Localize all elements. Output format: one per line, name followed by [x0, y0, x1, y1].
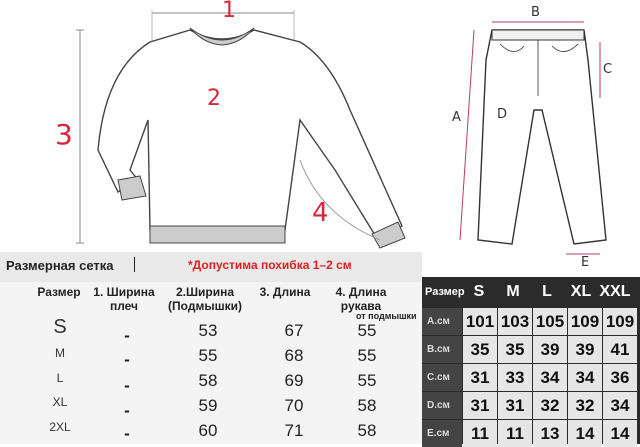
sleeve-note: от подмышки [356, 311, 417, 321]
pants-cell: 39 [533, 336, 567, 363]
pants-cell: 105 [533, 308, 567, 335]
pants-cell: 39 [568, 336, 602, 363]
cell-shoulders: - [124, 326, 130, 345]
cell-shoulders: - [124, 424, 130, 443]
row-size-label: L [56, 371, 64, 385]
pants-cell: 109 [568, 308, 602, 335]
row-size-label: S [53, 316, 67, 338]
pants-col-m: M [506, 283, 520, 300]
cell-chest: 59 [198, 396, 218, 415]
col-header-length: 3. Длина [259, 285, 311, 299]
pants-label-c: C [603, 62, 613, 77]
pants-row-label: D.см [422, 392, 462, 419]
measure-label-1: 1 [222, 0, 236, 23]
pants-label-b: B [531, 5, 540, 20]
col-header-chest: 2.Ширина (Подмышки) [168, 285, 242, 313]
cell-chest: 53 [198, 321, 218, 340]
pants-cell: 35 [463, 336, 497, 363]
row-size-label: XL [52, 395, 68, 409]
cell-chest: 55 [198, 346, 218, 365]
col-header-sleeve: 4. Длина рукава [335, 285, 387, 313]
pants-cell: 11 [498, 420, 532, 447]
tolerance-note: *Допустима похибка 1–2 см [188, 258, 352, 272]
pants-diagram [420, 0, 640, 272]
pants-row-label: C.см [422, 364, 462, 391]
pants-cell: 34 [533, 364, 567, 391]
pants-col-xxl: XXL [599, 283, 631, 300]
pants-cell: 14 [603, 420, 637, 447]
cell-sleeve: 55 [357, 321, 377, 340]
pants-cell: 36 [603, 364, 637, 391]
measure-label-3: 3 [55, 118, 73, 151]
pants-cell: 41 [603, 336, 637, 363]
pants-cell: 31 [463, 364, 497, 391]
pants-cell: 109 [603, 308, 637, 335]
cell-length: 70 [284, 396, 304, 415]
pants-row-label: A.см [422, 308, 462, 335]
cell-length: 67 [284, 321, 304, 340]
pants-row-label: E.см [422, 420, 462, 447]
size-grid-title: Размерная сетка [6, 258, 114, 273]
pants-cell: 103 [498, 308, 532, 335]
pants-label-a: A [452, 110, 461, 125]
pants-cell: 31 [498, 392, 532, 419]
measure-label-2: 2 [207, 86, 221, 111]
col-header-size: Размер [37, 285, 81, 299]
cell-shoulders: - [124, 376, 130, 395]
cell-chest: 60 [198, 421, 218, 440]
pants-col-s: S [473, 283, 485, 300]
cell-length: 69 [284, 371, 304, 390]
pants-label-d: D [497, 107, 508, 122]
pants-table-corner: Размер [425, 286, 465, 298]
pants-cell: 11 [463, 420, 497, 447]
col-header-shoulders: 1. Ширина плеч [93, 285, 155, 313]
pants-cell: 34 [603, 392, 637, 419]
cell-sleeve: 55 [357, 346, 377, 365]
cell-length: 71 [284, 421, 304, 440]
pants-cell: 35 [498, 336, 532, 363]
cell-sleeve: 58 [357, 396, 377, 415]
pants-cell: 34 [568, 364, 602, 391]
pants-col-xl: XL [570, 283, 592, 300]
pants-cell: 32 [533, 392, 567, 419]
pants-cell: 14 [568, 420, 602, 447]
pants-cell: 13 [533, 420, 567, 447]
pants-cell: 101 [463, 308, 497, 335]
row-size-label: M [55, 346, 65, 360]
pants-label-e: E [581, 255, 590, 270]
pants-cell: 33 [498, 364, 532, 391]
cell-chest: 58 [198, 371, 218, 390]
cell-shoulders: - [124, 401, 130, 420]
cell-length: 68 [284, 346, 304, 365]
size-table-header-bar [0, 252, 422, 282]
pants-cell: 31 [463, 392, 497, 419]
measure-label-4: 4 [312, 198, 329, 228]
cell-shoulders: - [124, 350, 130, 369]
row-size-label: 2XL [49, 420, 71, 434]
pants-row-label: B.см [422, 336, 462, 363]
pants-cell: 32 [568, 392, 602, 419]
cell-sleeve: 58 [357, 421, 377, 440]
cell-sleeve: 55 [357, 371, 377, 390]
title-divider [134, 257, 135, 272]
pants-col-l: L [542, 283, 552, 300]
